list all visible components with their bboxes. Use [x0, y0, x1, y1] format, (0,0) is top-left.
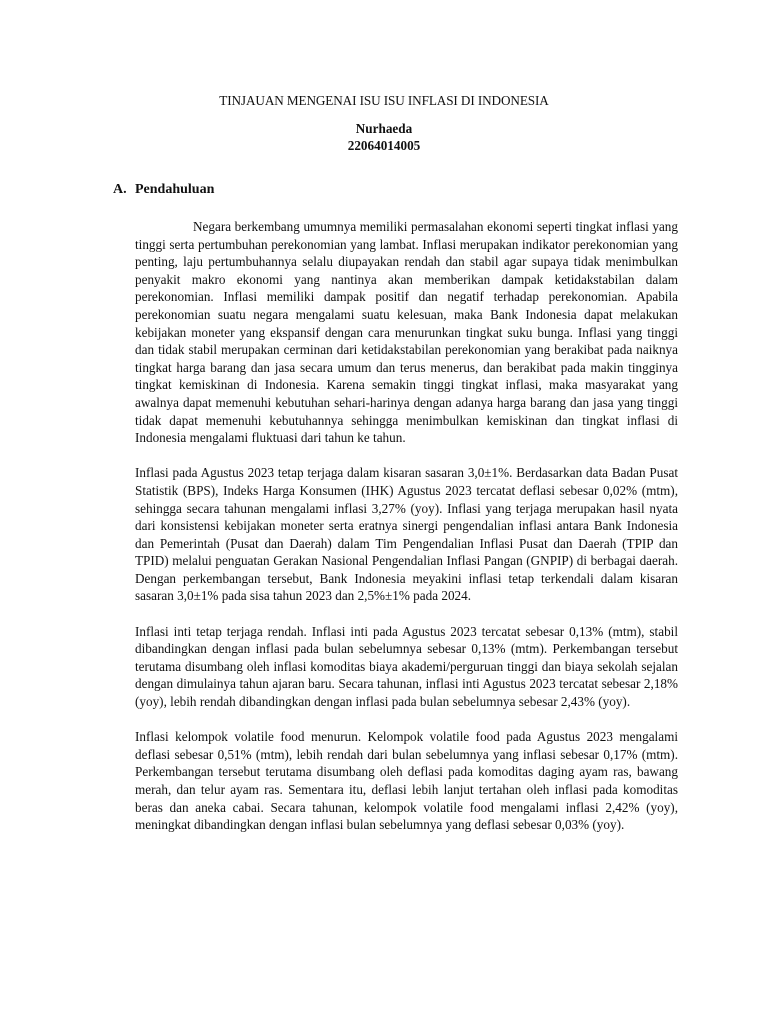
document-title: TINJAUAN MENGENAI ISU ISU INFLASI DI INDONESIA — [219, 93, 549, 108]
section-heading — [113, 182, 214, 198]
section-title: Pendahuluan — [135, 182, 215, 197]
paragraph: Inflasi inti tetap terjaga rendah. Inflasi inti pada Agustus 2023 tercatat sebesar 0,13% (mtm), stabil dibandingkan dengan inflasi pada bulan sebelumnya sebesar 0,13% (mtm). Perkembangan tersebut terutama disumbang oleh inflasi komoditas biaya akademi/perguruan tinggi dan biaya sekolah sejalan dengan dimulainya tahun ajaran baru. Secara tahunan, inflasi inti Agustus 2023 tercatat sebesar 2,18% (yoy), lebih rendah dibandingkan dengan inflasi pada bulan sebelumnya sebesar 2,43% (yoy). — [135, 623, 678, 710]
author-block — [0, 120, 768, 154]
author-name: Nurhaeda — [355, 121, 413, 136]
paragraph: Inflasi kelompok volatile food menurun. Kelompok volatile food pada Agustus 2023 mengalami deflasi sebesar 0,51% (mtm), lebih rendah dari bulan sebelumnya yang inflasi sebesar 0,17% (mtm). Perkembangan tersebut terutama disumbang oleh deflasi pada komoditas daging ayam ras, bawang merah, dan telur ayam ras. Sementara itu, deflasi lebih lanjut tertahan oleh inflasi pada komoditas beras dan aneka cabai. Secara tahunan, kelompok volatile food mengalami inflasi 2,42% (yoy), meningkat dibandingkan dengan inflasi bulan sebelumnya yang deflasi sebesar 0,03% (yoy). — [135, 729, 678, 833]
body-text — [135, 218, 678, 851]
paragraph: Inflasi pada Agustus 2023 tetap terjaga dalam kisaran sasaran 3,0±1%. Berdasarkan data Badan Pusat Statistik (BPS), Indeks Harga Konsumen (IHK) Agustus 2023 tercatat deflasi sebesar 0,02% (mtm), sehingga secara tahunan mengalami inflasi 3,27% (yoy). Inflasi yang terjaga merupakan hasil nyata dari konsistensi kebijakan moneter serta eratnya sinergi pengendalian inflasi antara Bank Indonesia dan Pemerintah (Pusat dan Daerah) dalam Tim Pengendalian Inflasi Pusat dan Daerah (TPIP dan TPID) melalui penguatan Gerakan Nasional Pengendalian Inflasi Pangan (GNPIP) di berbagai daerah. Dengan perkembangan tersebut, Bank Indonesia meyakini inflasi tetap terkendali dalam kisaran sasaran 3,0±1% pada sisa tahun 2023 dan 2,5%±1% pada 2024. — [135, 465, 678, 604]
section-number: A. — [113, 182, 127, 197]
paragraph: Negara berkembang umumnya memiliki permasalahan ekonomi seperti tingkat inflasi yang tinggi serta pertumbuhan perekonomian yang lambat. Inflasi merupakan indikator perekonomian yang penting, laju pertumbuhannya selalu diupayakan rendah dan stabil agar supaya tidak menimbulkan penyakit makro ekonomi yang nantinya akan memberikan dampak ketidakstabilan dalam perekonomian. Inflasi memiliki dampak positif dan negatif terhadap perekonomian. Apabila perekonomian suatu negara mengalami suatu kelesuan, maka Bank Indonesia dapat melakukan kebijakan moneter yang ekspansif dengan cara menurunkan tingkat suku bunga. Inflasi yang tinggi dan tidak stabil merupakan cerminan dari ketidakstabilan perekonomian yang berakibat pada naiknya tingkat harga barang dan jasa secara umum dan terus menerus, dan berakibat pada makin tingginya tingkat kemiskinan di Indonesia. Karena semakin tinggi tingkat inflasi, maka masyarakat yang awalnya dapat memenuhi kebutuhan sehari-harinya dengan adanya harga barang dan jasa yang tinggi tidak dapat memenuhi kebutuhannya sehingga menimbulkan kemiskinan dan tingkat inflasi di Indonesia mengalami fluktuasi dari tahun ke tahun. — [135, 219, 678, 446]
author-id: 22064014005 — [347, 138, 421, 153]
